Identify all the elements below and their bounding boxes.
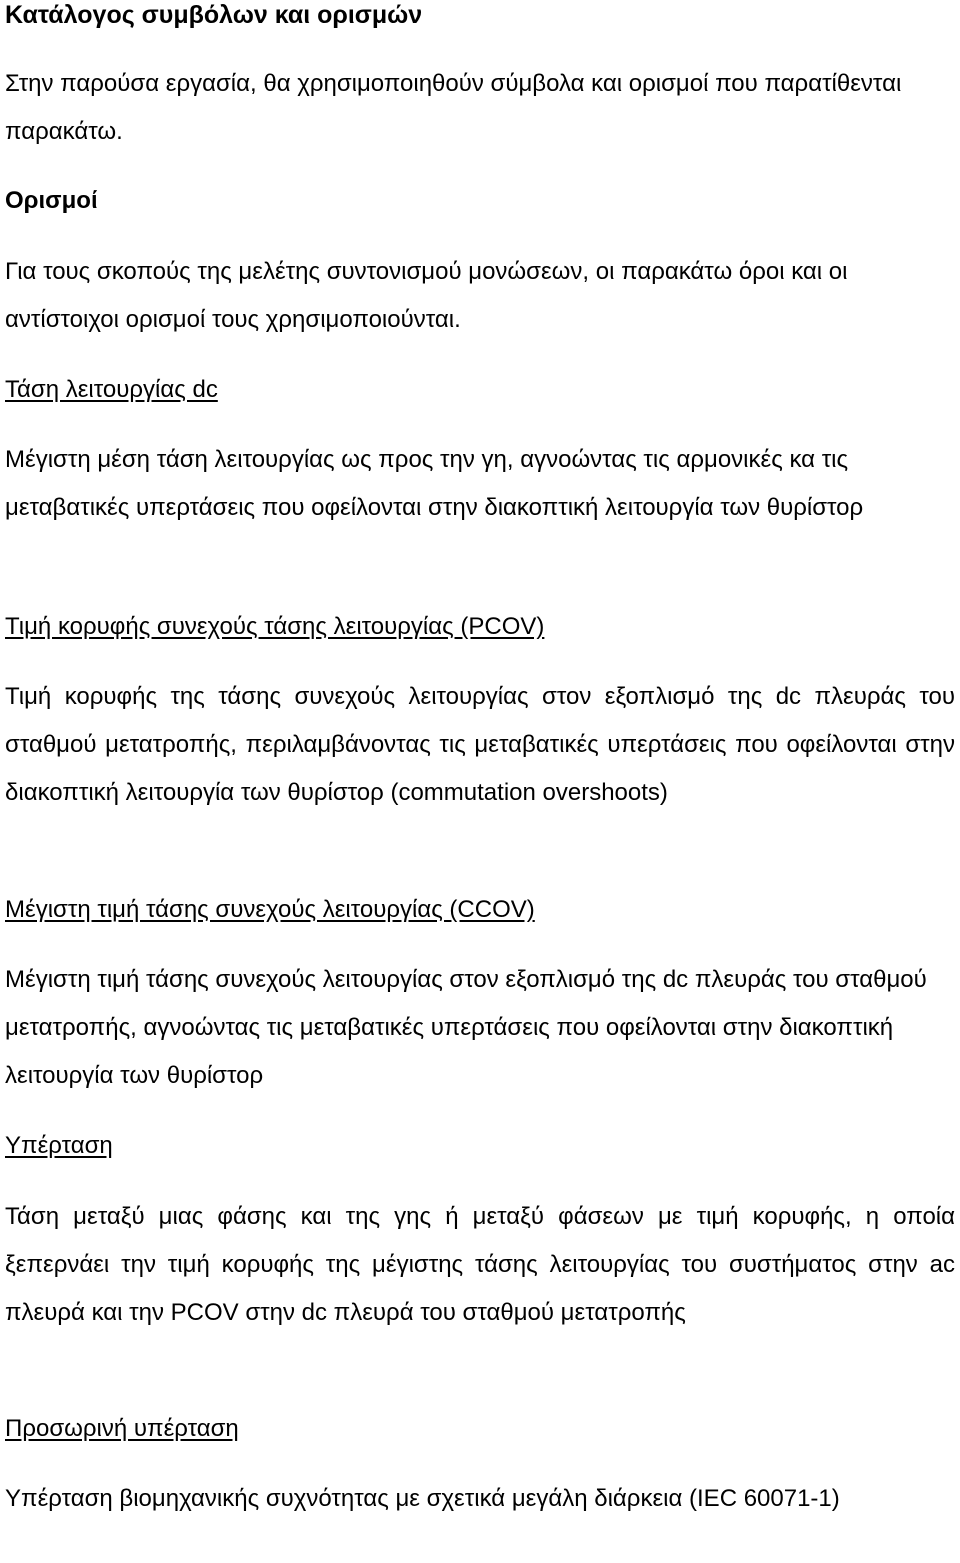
definition-text-overvoltage: Τάση μεταξύ μιας φάσης και της γης ή μεταξύ φάσεων με τιμή κορυφής, η οποία ξεπερνάει την τιμή κορυφής της μέγιστης τάσης λειτουργίας του συστήματος στην ac πλευρά και την PCOV στην dc πλευρά του σταθμού μετατροπής xyxy=(5,1203,955,1326)
definition-text-temporary-overvoltage: Υπέρταση βιομηχανικής συχνότητας με σχετικά μεγάλη διάρκεια (IEC 60071-1) xyxy=(5,1485,840,1512)
document-title: Κατάλογος συμβόλων και ορισμών xyxy=(5,1,423,29)
definition-text-dc-voltage: Μέγιστη μέση τάση λειτουργίας ως προς την γη, αγνοώντας τις αρμονικές κα τις μεταβατικές υπερτάσεις που οφείλονται στην διακοπτική λειτουργία των θυρίστορ xyxy=(5,446,864,521)
definition-text-pcov: Τιμή κορυφής της τάσης συνεχούς λειτουργίας στον εξοπλισμό της dc πλευράς του σταθμού μετατροπής, περιλαμβάνοντας τις μεταβατικές υπερτάσεις που οφείλονται στην διακοπτική λειτουργία των θυρίστορ (commutation overshoots) xyxy=(5,683,955,806)
definition-text-ccov: Μέγιστη τιμή τάσης συνεχούς λειτουργίας στον εξοπλισμό της dc πλευράς του σταθμού μετατροπής, αγνοώντας τις μεταβατικές υπερτάσεις που οφείλονται στην διακοπτική λειτουργία των θυρίστορ xyxy=(5,966,927,1089)
definition-term-ccov: Μέγιστη τιμή τάσης συνεχούς λειτουργίας (CCOV) xyxy=(5,896,535,923)
definition-term-overvoltage: Υπέρταση xyxy=(5,1132,113,1159)
section-heading: Ορισμοί xyxy=(5,187,98,214)
intro-paragraph: Στην παρούσα εργασία, θα χρησιμοποιηθούν σύμβολα και ορισμοί που παρατίθενται παρακάτω. xyxy=(5,70,902,145)
section-intro-paragraph: Για τους σκοπούς της μελέτης συντονισμού μονώσεων, οι παρακάτω όροι και οι αντίστοιχοι ορισμοί τους χρησιμοποιούνται. xyxy=(5,258,848,333)
definition-term-pcov: Τιμή κορυφής συνεχούς τάσης λειτουργίας (PCOV) xyxy=(5,613,545,640)
definition-term-dc-voltage: Τάση λειτουργίας dc xyxy=(5,376,218,403)
definition-term-temporary-overvoltage: Προσωρινή υπέρταση xyxy=(5,1415,239,1442)
